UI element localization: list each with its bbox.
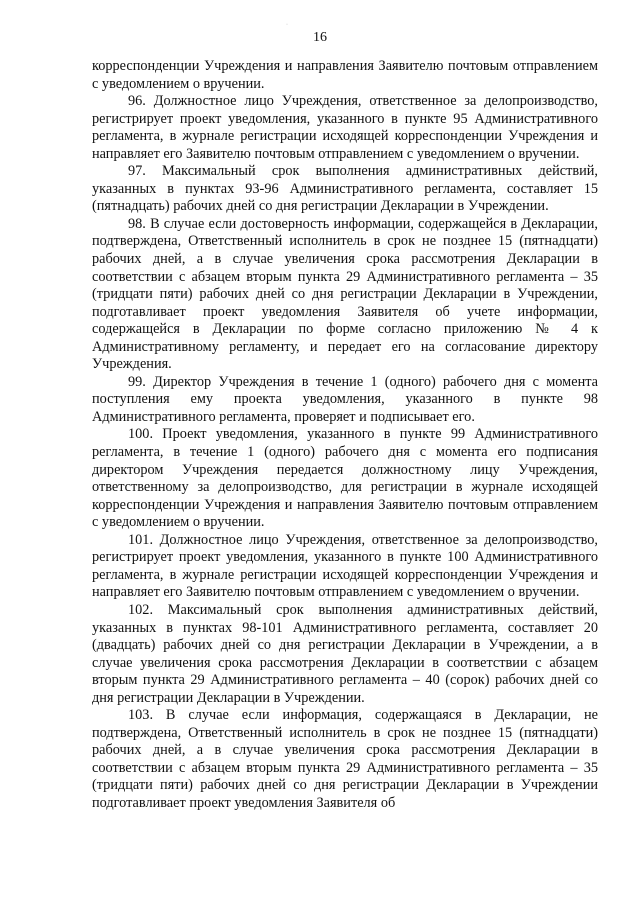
paragraph-continuation: корреспонденции Учреждения и направления Заявителю почтовым отправлением с уведомлением о вручении.	[92, 58, 598, 92]
paragraph-96: 96. Должностное лицо Учреждения, ответственное за делопроизводство, регистрирует проект уведомления, указанного в пункте 95 Административного регламента, в журнале регистрации исходящей корреспонденции Учреждения и направляет его Заявителю почтовым отправлением с уведомлением о вручении.	[92, 93, 598, 162]
paragraph-101: 101. Должностное лицо Учреждения, ответственное за делопроизводство, регистрирует проект уведомления, указанного в пункте 100 Административного регламента, в журнале регистрации исходящей корреспонденции Учреждения и направляет его Заявителю почтовым отправлением с уведомлением о вручении.	[92, 531, 598, 601]
body-text	[92, 58, 598, 813]
top-mark: ·	[286, 22, 288, 28]
paragraph-103: 103. В случае если информация, содержащаяся в Декларации, не подтверждена, Ответственный исполнитель в срок не позднее 15 (пятнадцати) рабочих дней, а в случае увеличения срока рассмотрения Декларации в соответствии с абзацем вторым пункта 29 Административного регламента – 35 (тридцати пяти) рабочих дней со дня регистрации Декларации в Учреждении подготавливает проект уведомления Заявителя об	[92, 707, 598, 811]
paragraph-99: 99. Директор Учреждения в течение 1 (одного) рабочего дня с момента поступления ему проекта уведомления, указанного в пункте 98 Административного регламента, проверяет и подписывает его.	[92, 373, 598, 425]
paragraph-102: 102. Максимальный срок выполнения административных действий, указанных в пунктах 98-101 Административного регламента, составляет 20 (двадцать) рабочих дней со дня регистрации Декларации в Учреждении, а в случае увеличения срока рассмотрения Декларации в соответствии с абзацем вторым пункта 29 Административного регламента – 40 (сорок) рабочих дней со дня регистрации Декларации в Учреждении.	[92, 601, 598, 706]
paragraph-98: 98. В случае если достоверность информации, содержащейся в Декларации, подтверждена, Ответственный исполнитель в срок не позднее 15 (пятнадцати) рабочих дней, а в случае увеличения срока рассмотрения Декларации в соответствии с абзацем вторым пункта 29 Административного регламента – 35 (тридцати пяти) рабочих дней со дня регистрации Декларации в Учреждении, подготавливает проект уведомления Заявителя об учете информации, содержащейся в Декларации по форме согласно приложению № 4 к Административному регламенту, и передает его на согласование директору Учреждения.	[92, 215, 598, 373]
page-number: 16	[313, 30, 327, 45]
paragraph-100: 100. Проект уведомления, указанного в пункте 99 Административного регламента, в течение 1 (одного) рабочего дня с момента его подписания директором Учреждения передается должностному лицу Учреждения, ответственному за делопроизводство, для регистрации в журнале исходящей корреспонденции Учреждения и направления Заявителю почтовым отправлением с уведомлением о вручении.	[92, 426, 598, 531]
paragraph-97: 97. Максимальный срок выполнения административных действий, указанных в пунктах 93-96 Административного регламента, составляет 15 (пятнадцать) рабочих дней со дня регистрации Декларации в Учреждении.	[92, 163, 598, 215]
